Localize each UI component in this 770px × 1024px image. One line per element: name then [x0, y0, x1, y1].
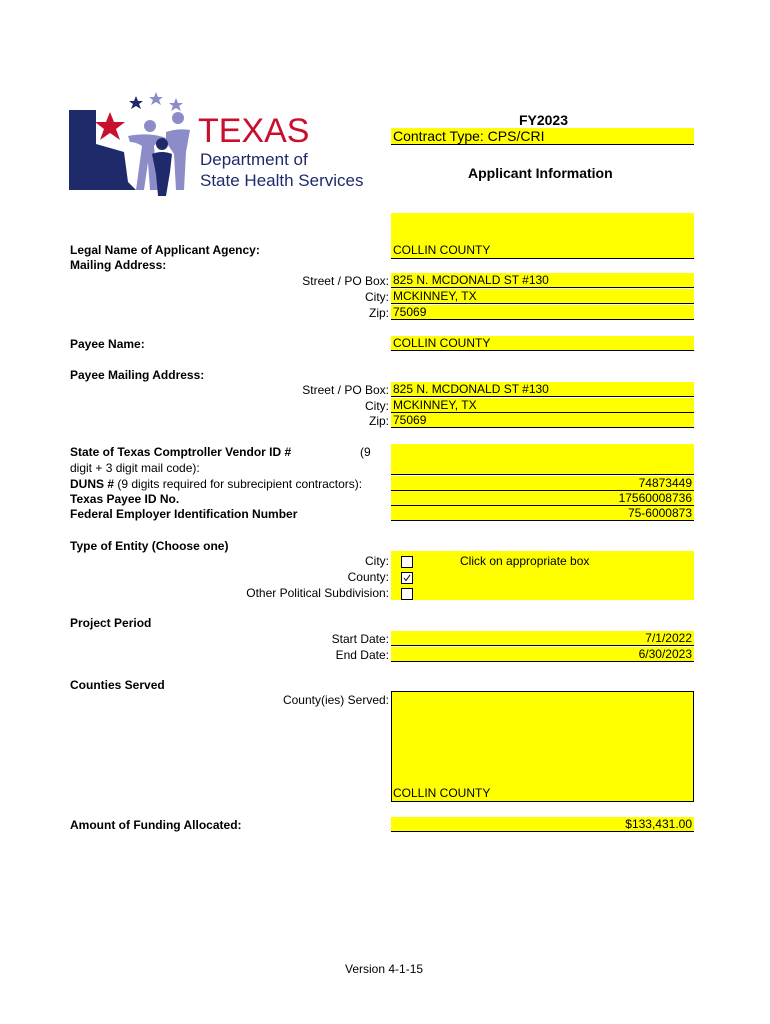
funding-label: Amount of Funding Allocated:: [70, 818, 242, 832]
zip-label: Zip:: [368, 306, 389, 320]
city-label: City:: [365, 290, 389, 304]
counties-served-field[interactable]: [391, 691, 694, 802]
contract-type: Contract Type: CPS/CRI: [391, 128, 694, 145]
project-period-title: Project Period: [70, 616, 152, 630]
mailing-address-label: Mailing Address:: [70, 258, 167, 272]
vendor-id-label-paren: (9: [360, 445, 371, 459]
entity-other-checkbox[interactable]: [401, 588, 413, 600]
end-date-field[interactable]: 6/30/2023: [391, 647, 694, 662]
entity-other-label: Other Political Subdivision:: [246, 586, 389, 600]
legal-name-value: COLLIN COUNTY: [393, 243, 491, 257]
entity-hint: Click on appropriate box: [460, 554, 590, 568]
payee-zip-field[interactable]: 75069: [391, 413, 694, 428]
payee-city-label: City:: [365, 399, 389, 413]
logo-line2: State Health Services: [200, 171, 364, 190]
city-field[interactable]: MCKINNEY, TX: [391, 289, 694, 304]
entity-type-title: Type of Entity (Choose one): [70, 539, 229, 553]
payee-id-field[interactable]: 17560008736: [391, 491, 694, 506]
version-footer: Version 4-1-15: [345, 962, 424, 976]
fiscal-year: FY2023: [518, 112, 568, 128]
payee-id-label: Texas Payee ID No.: [70, 492, 180, 506]
entity-city-label: City:: [365, 554, 389, 568]
logo-line1: Department of: [200, 150, 308, 169]
duns-label-bold: DUNS #: [70, 477, 115, 491]
counties-served-title: Counties Served: [70, 678, 165, 692]
entity-county-checkbox[interactable]: [401, 572, 413, 584]
fein-label: Federal Employer Identification Number: [70, 507, 298, 521]
payee-mailing-label: Payee Mailing Address:: [70, 368, 205, 382]
street-field[interactable]: 825 N. MCDONALD ST #130: [391, 273, 694, 288]
texas-logo-mark: [66, 92, 196, 202]
counties-served-label: County(ies) Served:: [282, 693, 389, 707]
legal-name-label: Legal Name of Applicant Agency:: [70, 243, 260, 257]
duns-label: [70, 477, 362, 491]
payee-city-field[interactable]: MCKINNEY, TX: [391, 398, 694, 413]
fein-field[interactable]: 75-6000873: [391, 506, 694, 521]
dshs-logo: [66, 92, 376, 202]
vendor-id-label: [70, 445, 380, 459]
payee-zip-label: Zip:: [368, 414, 389, 428]
duns-field[interactable]: 74873449: [391, 476, 694, 491]
entity-county-label: County:: [347, 570, 389, 584]
payee-street-label: Street / PO Box:: [302, 383, 389, 397]
vendor-id-label-bold: State of Texas Comptroller Vendor ID #: [70, 445, 292, 459]
entity-city-checkbox[interactable]: [401, 556, 413, 568]
start-date-field[interactable]: 7/1/2022: [391, 631, 694, 646]
logo-wordmark: TEXAS: [198, 112, 310, 150]
vendor-id-label-line2: digit + 3 digit mail code):: [70, 461, 200, 475]
vendor-id-field[interactable]: [391, 444, 694, 475]
zip-field[interactable]: 75069: [391, 305, 694, 320]
payee-street-field[interactable]: 825 N. MCDONALD ST #130: [391, 382, 694, 397]
legal-name-field[interactable]: [391, 213, 694, 259]
checkmark-icon: [403, 574, 411, 582]
end-date-label: End Date:: [335, 648, 389, 662]
payee-name-field[interactable]: COLLIN COUNTY: [391, 336, 694, 351]
section-title: Applicant Information: [468, 165, 613, 181]
street-label: Street / PO Box:: [302, 274, 389, 288]
funding-field[interactable]: $133,431.00: [391, 817, 694, 832]
duns-label-rest: (9 digits required for subrecipient contractors):: [117, 477, 363, 491]
counties-served-value: COLLIN COUNTY: [393, 786, 491, 800]
start-date-label: Start Date:: [331, 632, 389, 646]
payee-name-label: Payee Name:: [70, 337, 145, 351]
